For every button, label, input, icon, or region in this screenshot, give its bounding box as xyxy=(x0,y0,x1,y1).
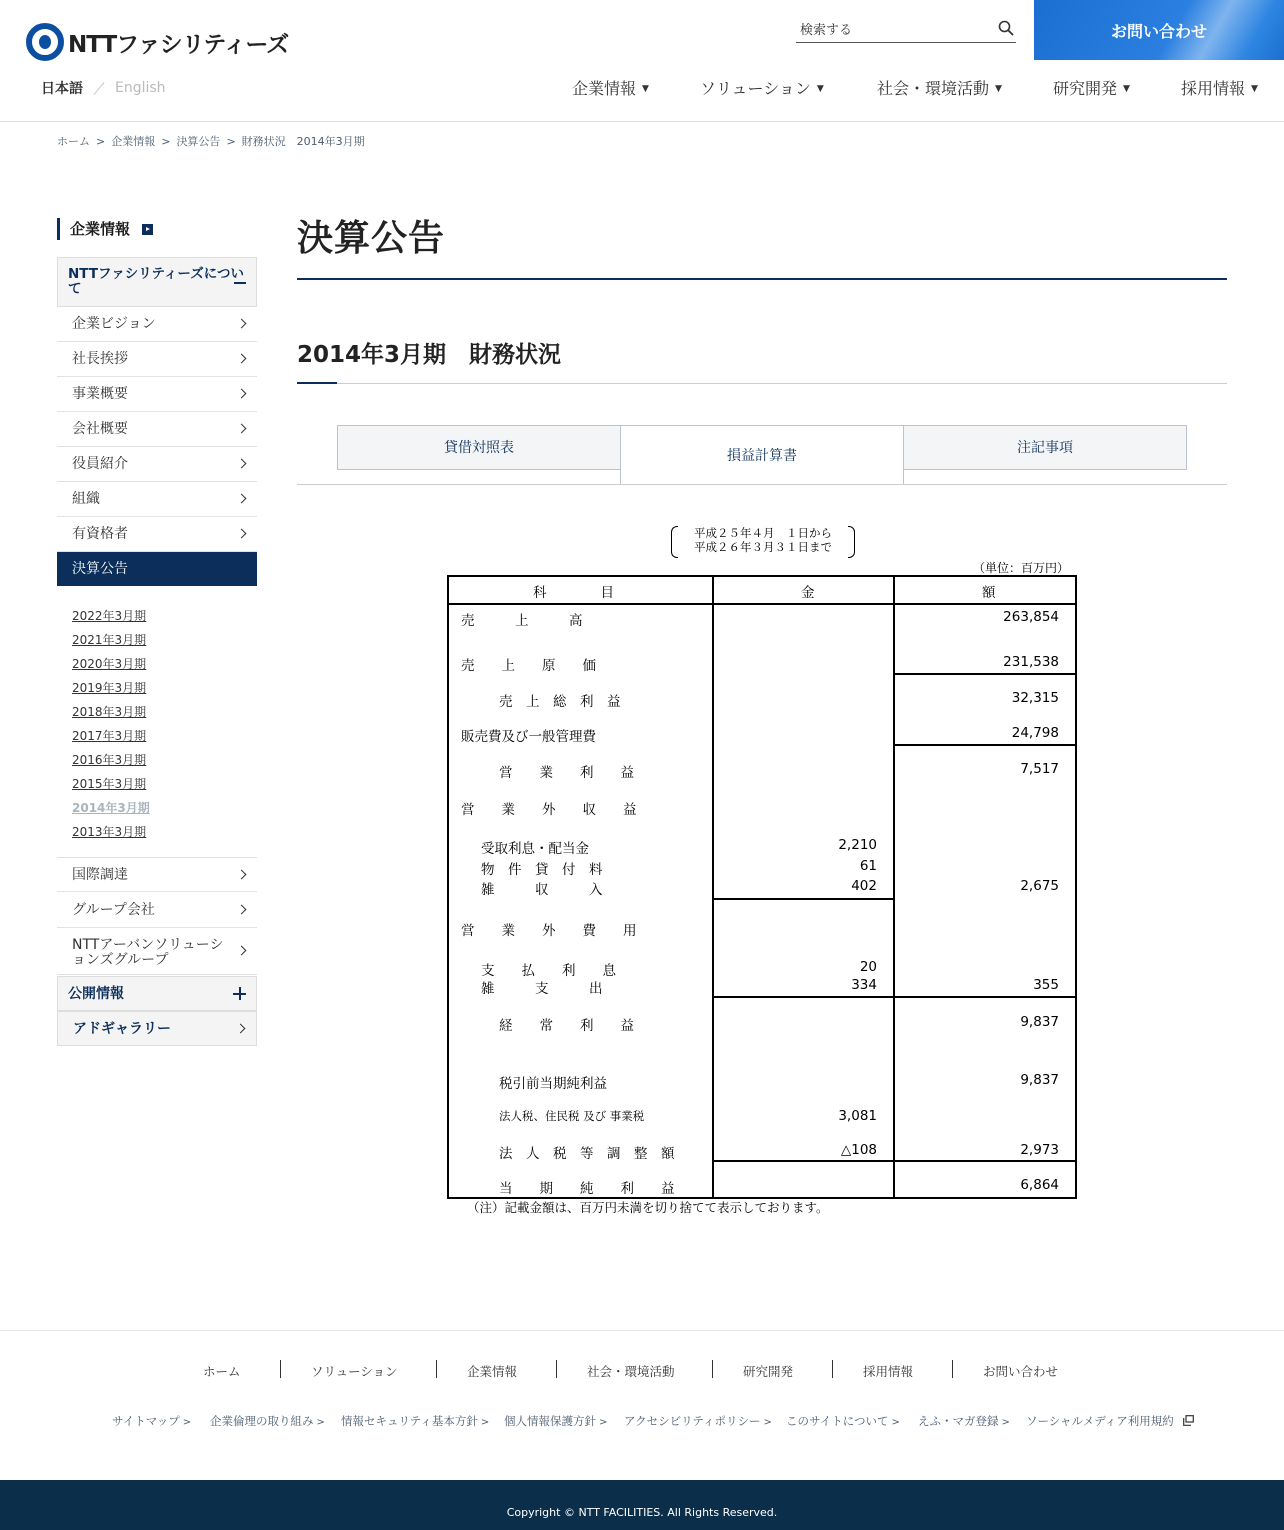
copyright-text: Copyright © NTT FACILITIES. All Rights Reserved. xyxy=(506,1506,778,1519)
lang-english[interactable]: English xyxy=(115,80,166,96)
row-label-misc-expenses: 雑 支 出 xyxy=(481,981,603,997)
gnav-corporate[interactable]: 企業情報 ▼ xyxy=(572,79,649,98)
contact-button[interactable]: お問い合わせ xyxy=(1034,0,1284,60)
footer-nav-separator xyxy=(436,1360,437,1378)
footer-nav-separator xyxy=(556,1360,557,1378)
statement-period: 平成２５年４月 １日から 平成２６年３月３１日まで xyxy=(671,526,855,558)
footer-sub-privacy[interactable]: 個人情報保護方針 > xyxy=(504,1414,608,1428)
year-link-2019[interactable]: 2019年3月期 xyxy=(72,681,147,695)
sidebar-item-financial-notice[interactable]: 決算公告 xyxy=(57,552,257,586)
statement-footnote: （注）記載金額は、百万円未満を切り捨てて表示しております。 xyxy=(467,1200,829,1215)
subtotal-rule xyxy=(714,996,1075,998)
search-icon[interactable] xyxy=(998,20,1014,36)
year-link-2015[interactable]: 2015年3月期 xyxy=(72,777,147,791)
subtotal-rule xyxy=(714,898,893,900)
footer-link-corporate[interactable]: 企業情報 xyxy=(467,1364,518,1379)
year-link-2018[interactable]: 2018年3月期 xyxy=(72,705,147,719)
row-value-nonop-income-total: 2,675 xyxy=(1020,878,1059,894)
dropdown-arrow-icon: ▼ xyxy=(995,84,1002,94)
column-divider xyxy=(712,577,714,1197)
title-underline xyxy=(297,278,1227,280)
row-value-cogs: 231,538 xyxy=(1003,654,1059,670)
chevron-right-icon xyxy=(237,946,247,956)
footer-sub-accessibility[interactable]: アクセシビリティポリシー > xyxy=(624,1414,772,1428)
gnav-rnd[interactable]: 研究開発 ▼ xyxy=(1053,79,1130,98)
year-link-2020[interactable]: 2020年3月期 xyxy=(72,657,147,671)
row-value-operating-income: 7,517 xyxy=(1020,761,1059,777)
chevron-right-icon xyxy=(237,459,247,469)
sidebar-about-toggle[interactable]: NTTファシリティーズについて xyxy=(57,257,257,307)
footer-nav-separator xyxy=(832,1360,833,1378)
sidebar-public-info-toggle[interactable]: 公開情報 xyxy=(57,976,257,1011)
dropdown-arrow-icon: ▼ xyxy=(1251,84,1258,94)
footer-link-rnd[interactable]: 研究開発 xyxy=(743,1364,794,1379)
section-underline xyxy=(297,383,1227,384)
search-input[interactable] xyxy=(796,18,986,42)
sidebar-title[interactable]: 企業情報 xyxy=(57,218,257,240)
row-value-misc-income: 402 xyxy=(851,878,877,894)
row-label-rental-income: 物 件 貸 付 料 xyxy=(481,862,603,878)
subtotal-rule xyxy=(895,673,1075,675)
breadcrumb-current: 財務状況 2014年3月期 xyxy=(241,135,365,148)
chevron-right-icon xyxy=(237,354,247,364)
row-value-tax-total: 2,973 xyxy=(1020,1142,1059,1158)
row-label-nonop-income: 営 業 外 収 益 xyxy=(461,802,637,818)
year-link-2017[interactable]: 2017年3月期 xyxy=(72,729,147,743)
footer-nav-separator xyxy=(280,1360,281,1378)
breadcrumb-home[interactable]: ホーム xyxy=(57,135,90,148)
sidebar-item-procurement[interactable]: 国際調達 xyxy=(57,857,257,892)
footer-link-careers[interactable]: 採用情報 xyxy=(863,1364,914,1379)
chevron-right-icon: > xyxy=(891,1417,900,1428)
tab-income-statement[interactable]: 損益計算書 xyxy=(620,425,904,485)
gnav-solutions[interactable]: ソリューション ▼ xyxy=(700,79,824,98)
dropdown-arrow-icon: ▼ xyxy=(1123,84,1130,94)
sidebar-item-business[interactable]: 事業概要 xyxy=(57,377,257,412)
row-value-sales: 263,854 xyxy=(1003,609,1059,625)
row-label-gross-profit: 売 上 総 利 益 xyxy=(499,694,621,710)
external-link-icon xyxy=(1183,1415,1194,1426)
sidebar-item-group[interactable]: グループ会社 xyxy=(57,893,257,928)
gnav-csr[interactable]: 社会・環境活動 ▼ xyxy=(877,79,1002,98)
subtotal-rule xyxy=(714,1160,1075,1162)
row-value-rental-income: 61 xyxy=(859,858,877,874)
row-label-interest-paid: 支 払 利 息 xyxy=(481,963,616,979)
row-value-pretax-income: 9,837 xyxy=(1020,1072,1059,1088)
breadcrumb: ホーム > 企業情報 > 決算公告 > 財務状況 2014年3月期 xyxy=(57,135,365,148)
chevron-right-icon: > xyxy=(1001,1417,1010,1428)
arrow-box-icon xyxy=(142,224,153,235)
tabs-underline xyxy=(297,484,1227,485)
row-value-interest-paid: 20 xyxy=(859,959,877,975)
row-value-net-income: 6,864 xyxy=(1020,1177,1059,1193)
expand-plus-icon xyxy=(233,987,246,1000)
footer-link-home[interactable]: ホーム xyxy=(203,1364,241,1379)
footer-link-solutions[interactable]: ソリューション xyxy=(311,1364,398,1379)
footer-divider xyxy=(0,1330,1284,1331)
row-label-pretax-income: 税引前当期純利益 xyxy=(499,1076,607,1092)
footer-sub-security-policy[interactable]: 情報セキュリティ基本方針 > xyxy=(341,1414,490,1428)
footer-link-contact[interactable]: お問い合わせ xyxy=(983,1364,1059,1379)
search-box xyxy=(796,18,1016,43)
chevron-right-icon: > xyxy=(599,1417,608,1428)
year-link-2022[interactable]: 2022年3月期 xyxy=(72,609,147,623)
sidebar-ad-gallery[interactable]: アドギャラリー xyxy=(57,1011,257,1046)
chevron-right-icon xyxy=(237,870,247,880)
sidebar-item-message[interactable]: 社長挨拶 xyxy=(57,342,257,377)
dropdown-arrow-icon: ▼ xyxy=(642,84,649,94)
row-label-net-income: 当 期 純 利 益 xyxy=(499,1181,675,1197)
chevron-right-icon xyxy=(237,905,247,915)
chevron-right-icon: > xyxy=(763,1417,772,1428)
global-nav xyxy=(560,76,1284,102)
row-value-interest-dividends: 2,210 xyxy=(838,837,877,853)
breadcrumb-financial-notice[interactable]: 決算公告 xyxy=(176,135,221,148)
row-value-gross-profit: 32,315 xyxy=(1011,690,1059,706)
chevron-right-icon xyxy=(237,389,247,399)
chevron-right-icon xyxy=(237,319,247,329)
page-title: 決算公告 xyxy=(297,218,446,259)
footer-nav-separator xyxy=(952,1360,953,1378)
column-header-amount: 金 xyxy=(801,585,815,601)
row-label-misc-income: 雑 収 入 xyxy=(481,882,603,898)
row-value-income-taxes: 3,081 xyxy=(838,1108,877,1124)
gnav-careers[interactable]: 採用情報 ▼ xyxy=(1181,79,1258,98)
sidebar-item-officers[interactable]: 役員紹介 xyxy=(57,447,257,482)
column-divider xyxy=(893,577,895,1197)
row-label-cogs: 売 上 原 価 xyxy=(461,658,596,674)
row-label-operating-income: 営 業 利 益 xyxy=(499,765,634,781)
sidebar-item-urban-solutions[interactable]: NTTアーバンソリューションズグループ xyxy=(57,928,257,975)
collapse-minus-icon xyxy=(234,282,246,284)
sidebar-item-qualified[interactable]: 有資格者 xyxy=(57,517,257,552)
row-value-misc-expenses: 334 xyxy=(851,977,877,993)
chevron-right-icon: > xyxy=(182,1417,192,1428)
ntt-logo-mark-icon xyxy=(26,23,64,61)
subtotal-rule xyxy=(895,744,1075,746)
row-label-tax-adjustment: 法 人 税 等 調 整 額 xyxy=(499,1146,675,1162)
year-link-2021[interactable]: 2021年3月期 xyxy=(72,633,147,647)
breadcrumb-corporate[interactable]: 企業情報 xyxy=(111,135,156,148)
chevron-right-icon xyxy=(237,529,247,539)
row-label-income-taxes: 法人税、住民税 及び 事業税 xyxy=(499,1109,645,1123)
row-label-nonop-expenses: 営 業 外 費 用 xyxy=(461,923,637,939)
tab-notes[interactable]: 注記事項 xyxy=(903,425,1187,470)
row-value-nonop-expenses-total: 355 xyxy=(1033,977,1059,993)
dropdown-arrow-icon: ▼ xyxy=(816,84,824,94)
year-link-2016[interactable]: 2016年3月期 xyxy=(72,753,147,767)
footer-sub-sitemap[interactable]: サイトマップ > xyxy=(112,1414,192,1428)
chevron-right-icon xyxy=(236,1024,246,1034)
footer-sub-ethics[interactable]: 企業倫理の取り組み > xyxy=(210,1414,325,1428)
footer-link-csr[interactable]: 社会・環境活動 xyxy=(587,1364,675,1379)
language-switcher xyxy=(41,78,166,98)
row-value-ordinary-income: 9,837 xyxy=(1020,1014,1059,1030)
header-divider xyxy=(449,603,1075,605)
chevron-right-icon xyxy=(237,424,247,434)
sidebar-item-organization[interactable]: 組織 xyxy=(57,482,257,517)
row-label-sga: 販売費及び一般管理費 xyxy=(461,729,596,745)
footer-nav-separator xyxy=(712,1360,713,1378)
row-value-tax-adjustment: △108 xyxy=(840,1142,877,1158)
chevron-right-icon xyxy=(237,494,247,504)
sidebar-item-vision[interactable]: 企業ビジョン xyxy=(57,307,257,342)
row-label-interest-dividends: 受取利息・配当金 xyxy=(481,841,589,857)
section-title: 2014年3月期 財務状況 xyxy=(297,342,562,368)
chevron-right-icon: > xyxy=(316,1417,325,1428)
row-label-sales: 売 上 高 xyxy=(461,613,583,629)
lang-divider xyxy=(93,82,104,95)
statement-unit: （単位：百万円） xyxy=(972,561,1069,575)
ntt-facilities-logo[interactable] xyxy=(26,22,288,62)
tab-balance-sheet[interactable]: 貸借対照表 xyxy=(337,425,621,470)
row-value-sga: 24,798 xyxy=(1011,725,1059,741)
lang-japanese[interactable]: 日本語 xyxy=(41,81,83,97)
year-link-2013[interactable]: 2013年3月期 xyxy=(72,825,147,839)
column-header-item: 科 目 xyxy=(533,585,614,601)
income-statement-table xyxy=(447,575,1077,1199)
copyright-bar xyxy=(0,1480,1284,1530)
section-underline-accent xyxy=(297,382,337,384)
logo-text: NTTファシリティーズ xyxy=(68,31,289,58)
chevron-right-icon: > xyxy=(480,1417,490,1428)
header-divider xyxy=(0,121,1284,122)
footer-sub-newsletter[interactable]: えふ・マガ登録 > xyxy=(918,1414,1010,1428)
footer-sub-about-site[interactable]: このサイトについて > xyxy=(786,1414,900,1428)
sidebar-item-profile[interactable]: 会社概要 xyxy=(57,412,257,447)
footer-sub-social-media-policy[interactable]: ソーシャルメディア利用規約 xyxy=(1026,1413,1194,1429)
row-label-ordinary-income: 経 常 利 益 xyxy=(499,1018,634,1034)
column-header-amount: 額 xyxy=(982,585,996,601)
year-link-2014-current: 2014年3月期 xyxy=(72,801,150,815)
